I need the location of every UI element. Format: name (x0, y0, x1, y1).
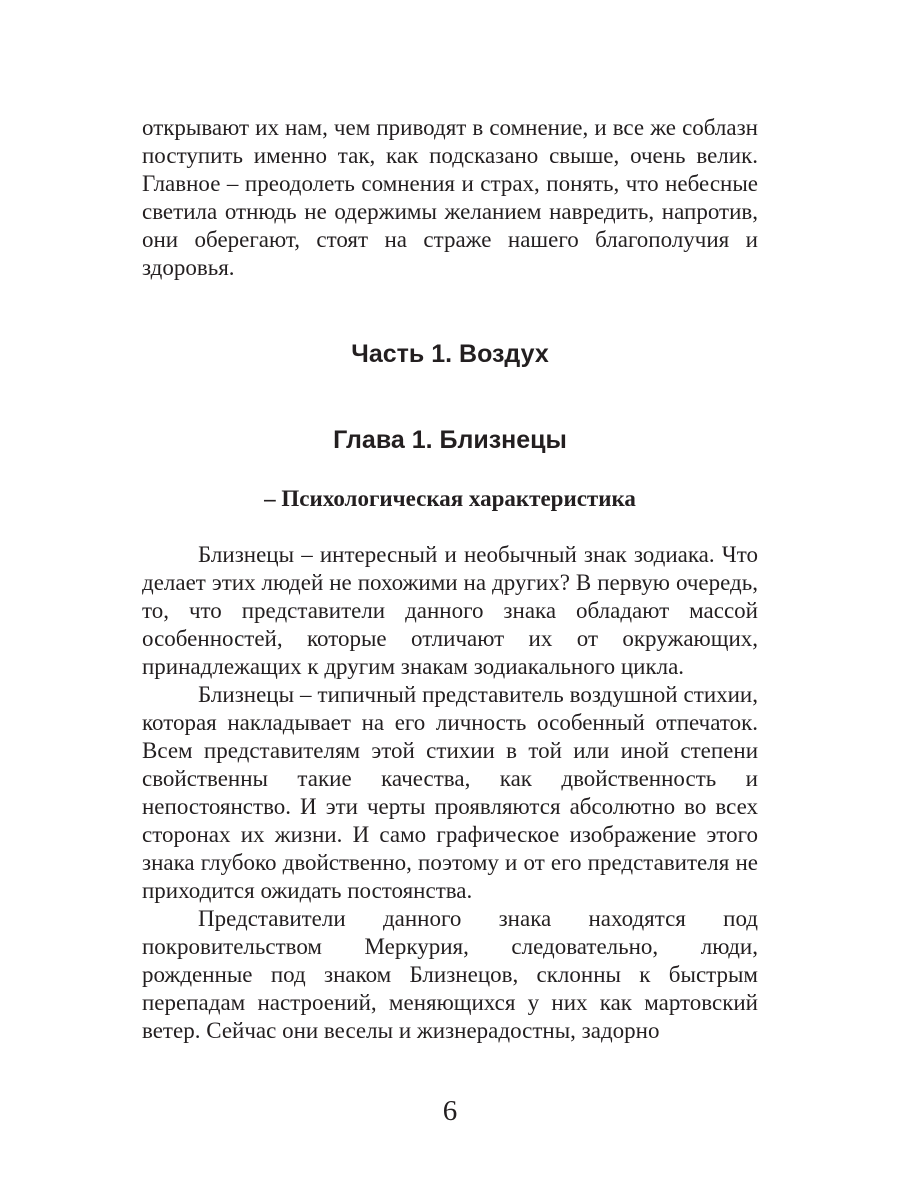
body-paragraph: Близнецы – типичный представитель воздушной стихии, которая накладывает на его личность особенный отпечаток. Всем представителям этой стихии в той или иной степени свойственны такие качества, как двойственность и непостоянство. И эти черты проявляются абсолютно во всех сторонах их жизни. И само графическое изображение этого знака глубоко двойственно, поэтому и от его представителя не приходится ожидать постоянства. (142, 682, 758, 903)
body-paragraph: Представители данного знака находятся под покровительством Меркурия, следовательно, люди, рожденные под знаком Близнецов, склонны к быстрым перепадам настроений, меняющихся у них как мартовский ветер. Сейчас они веселы и жизнерадостны, задорно (142, 906, 758, 1043)
chapter-title: Глава 1. Близнецы (333, 426, 567, 454)
part-title: Часть 1. Воздух (351, 340, 549, 368)
body-text (142, 541, 758, 1045)
intro-paragraph: открывают их нам, чем приводят в сомнение, и все же соблазн поступить именно так, как подсказано свыше, очень велик. Главное – преодолеть сомнения и страх, понять, что небесные светила отнюдь не одержимы желанием навредить, напротив, они оберегают, стоят на страже нашего благополучия и здоровья. (142, 115, 758, 280)
section-title: – Психологическая характеристика (264, 486, 636, 511)
page-number: 6 (442, 1095, 458, 1127)
body-paragraph: Близнецы – интересный и необычный знак зодиака. Что делает этих людей не похожими на других? В первую очередь, то, что представители данного знака обладают массой особенностей, которые отличают их от окружающих, принадлежащих к другим знакам зодиакального цикла. (142, 542, 758, 679)
